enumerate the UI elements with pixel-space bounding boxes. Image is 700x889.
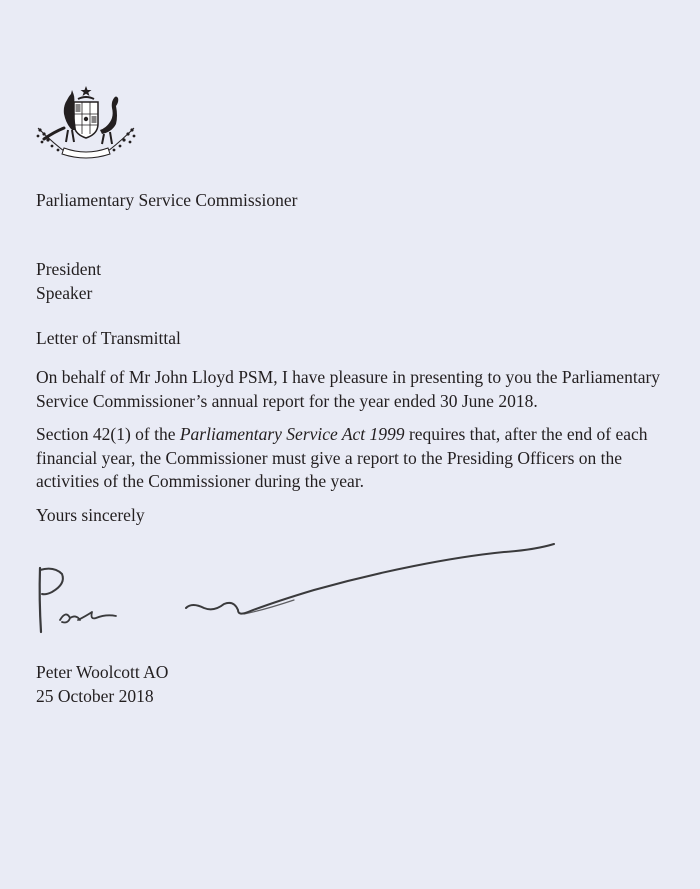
office-title: Parliamentary Service Commissioner	[36, 190, 298, 210]
body-paragraph-2-rest: requires that, after the end of each financial year, the Commissioner must give a report to the Presiding Officers on the activities of the Commissioner during the year.	[36, 424, 648, 491]
signer-block	[36, 661, 168, 708]
addressee-president: President	[36, 259, 102, 279]
closing-salutation: Yours sincerely	[36, 505, 145, 525]
body-paragraph-1: On behalf of Mr John Lloyd PSM, I have pleasure in presenting to you the Parliamentary Service Commissioner’s annual report for the year ended 30 June 2018.	[36, 367, 661, 411]
body-paragraph-2	[36, 423, 666, 494]
handwritten-signature-icon	[34, 540, 560, 638]
signer-name: Peter Woolcott AO	[36, 662, 169, 682]
act-title: Parliamentary Service Act 1999	[179, 424, 405, 444]
letter-subject: Letter of Transmittal	[36, 328, 181, 348]
addressee-speaker: Speaker	[36, 282, 93, 303]
letter-date: 25 October 2018	[36, 685, 154, 706]
addressee-block	[36, 258, 101, 305]
body-paragraph-2-lead: Section 42(1) of the	[36, 424, 180, 444]
commonwealth-coat-of-arms-icon	[34, 84, 138, 162]
